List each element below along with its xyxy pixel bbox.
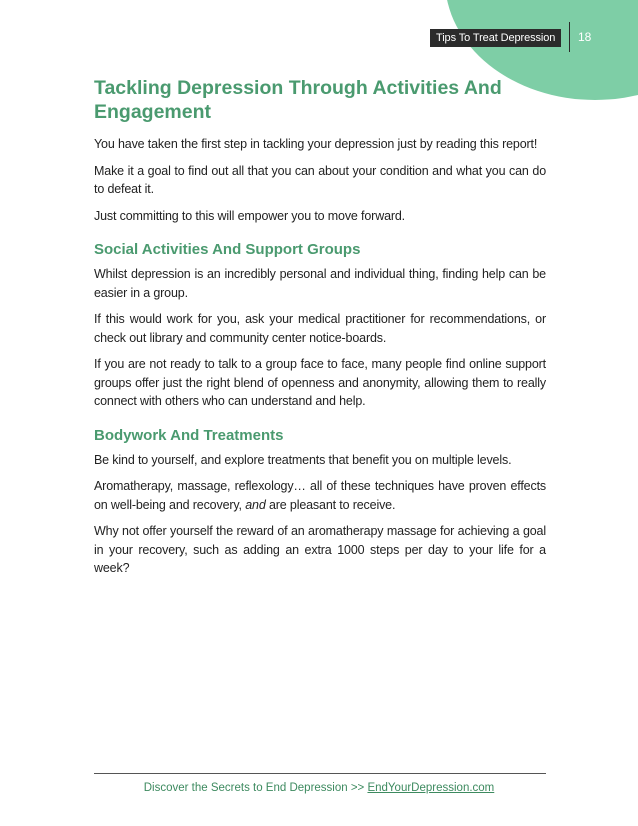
paragraph: You have taken the first step in tackling your depression just by reading this report! bbox=[94, 137, 538, 151]
paragraph: If this would work for you, ask your medical practitioner for recommendations, or check out library and community center notice-boards. bbox=[94, 312, 546, 345]
paragraph: Make it a goal to find out all that you can about your condition and what you can do to defeat it. bbox=[94, 163, 546, 196]
title-line-2: Engagement bbox=[94, 101, 212, 123]
section-title-tackling bbox=[94, 76, 546, 124]
paragraph: Whilst depression is an incredibly personal and individual thing, finding help can be easier in a group. bbox=[94, 267, 546, 300]
footer-link[interactable]: EndYourDepression.com bbox=[367, 782, 495, 794]
paragraph: Why not offer yourself the reward of an aromatherapy massage for achieving a goal in your recovery, such as adding an extra 1000 steps per day to your life for a week? bbox=[94, 524, 546, 575]
page-number: 18 bbox=[578, 30, 592, 44]
footer-text: Discover the Secrets to End Depression >> bbox=[143, 782, 365, 794]
title-line-1: Tackling Depression Through Activities And bbox=[94, 77, 502, 99]
paragraph: Just committing to this will empower you to move forward. bbox=[94, 208, 406, 223]
section-title-social: Social Activities And Support Groups bbox=[94, 241, 361, 258]
paragraph: Be kind to yourself, and explore treatments that benefit you on multiple levels. bbox=[94, 452, 512, 467]
header-divider bbox=[569, 22, 570, 52]
text-span: are pleasant to receive. bbox=[268, 497, 396, 512]
footer bbox=[0, 782, 638, 794]
footer-divider bbox=[94, 773, 546, 774]
text-span: Aromatherapy, massage, reflexology… all of these techniques have proven effects on well-being and recovery, bbox=[94, 479, 546, 512]
header-title-tag: Tips To Treat Depression bbox=[430, 29, 561, 47]
paragraph: If you are not ready to talk to a group face to face, many people find online support groups offer just the right blend of openness and anonymity, allowing them to really connect with others who can understand and help. bbox=[94, 357, 546, 408]
section-title-bodywork: Bodywork And Treatments bbox=[94, 426, 284, 444]
emphasis-text: and bbox=[245, 497, 266, 512]
page-content bbox=[94, 76, 546, 586]
paragraph bbox=[94, 477, 546, 514]
